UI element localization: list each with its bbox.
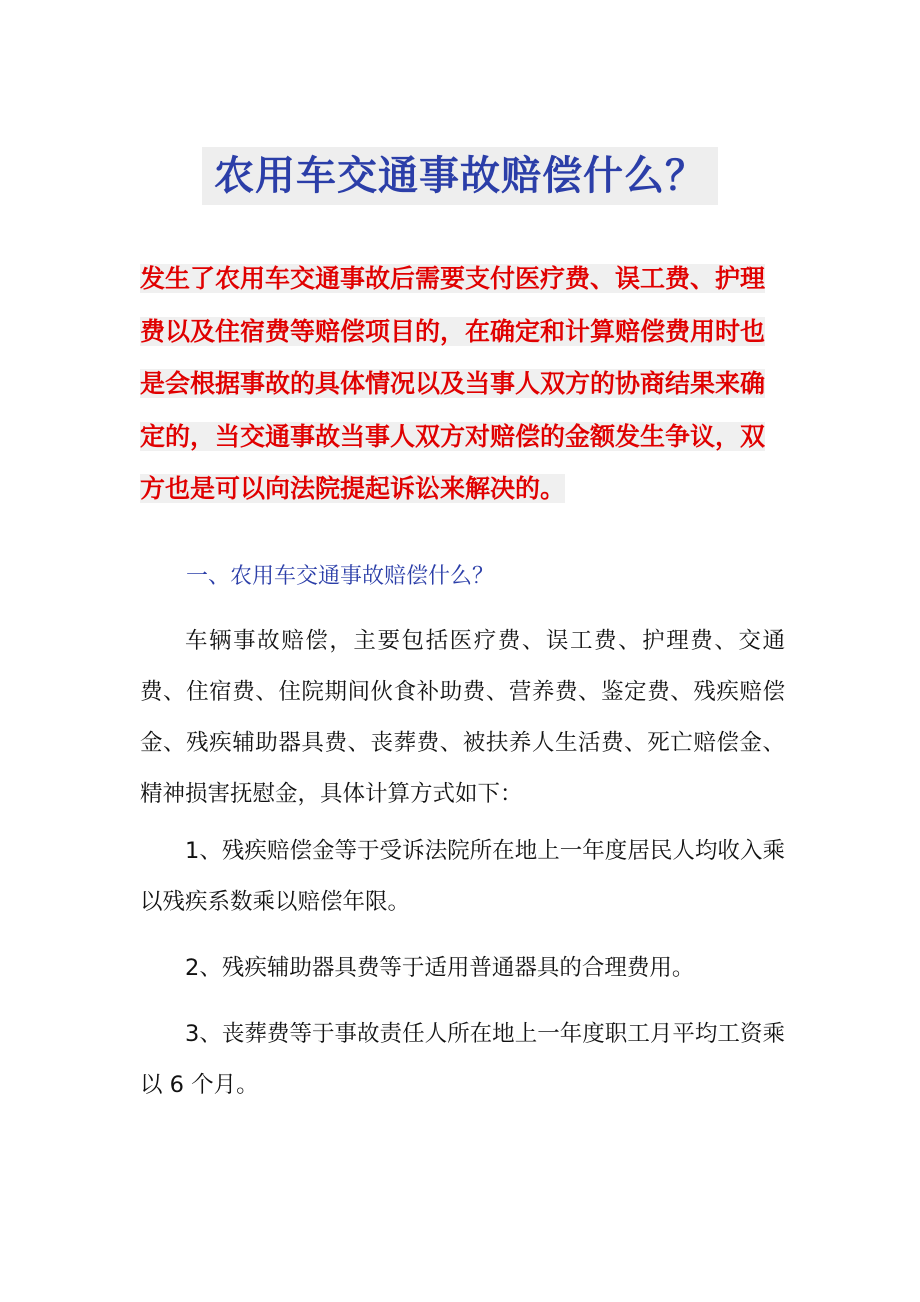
lead-paragraph <box>140 253 785 516</box>
page-title: 农用车交通事故赔偿什么？ <box>202 147 718 205</box>
title-container <box>0 120 920 232</box>
list-item-1: 1、残疾赔偿金等于受诉法院所在地上一年度居民人均收入乘以残疾系数乘以赔偿年限。 <box>140 838 785 915</box>
section-heading: 一、农用车交通事故赔偿什么？ <box>186 564 495 589</box>
list-item-3: 3、丧葬费等于事故责任人所在地上一年度职工月平均工资乘以 6 个月。 <box>140 1021 785 1098</box>
list-item-2: 2、残疾辅助器具费等于适用普通器具的合理费用。 <box>185 955 695 981</box>
intro-paragraph: 车辆事故赔偿，主要包括医疗费、误工费、护理费、交通费、住宿费、住院期间伙食补助费、营养费、鉴定费、残疾赔偿金、残疾辅助器具费、丧葬费、被扶养人生活费、死亡赔偿金、精神损害抚慰金，具体计算方式如下： <box>140 628 785 807</box>
lead-text: 发生了农用车交通事故后需要支付医疗费、误工费、护理费以及住宿费等赔偿项目的，在确定和计算赔偿费用时也是会根据事故的具体情况以及当事人双方的协商结果来确定的，当交通事故当事人双方对赔偿的金额发生争议，双方也是可以向法院提起诉讼来解决的。 <box>140 264 766 503</box>
